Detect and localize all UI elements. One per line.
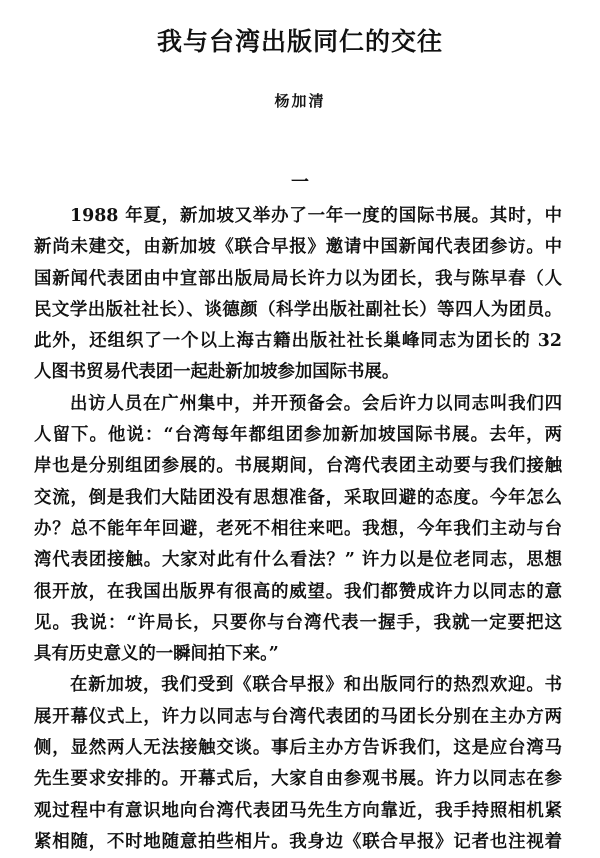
body-line: 国新闻代表团由中宣部出版局局长许力以为团长，我与陈早春（人: [34, 268, 562, 289]
article-title: 我与台湾出版同仁的交往: [156, 27, 443, 56]
body-line: 侧，显然两人无法接触交谈。事后主办方告诉我们，这是应台湾马: [34, 738, 562, 759]
article-author: 杨加清: [274, 92, 326, 110]
body-line: 办？总不能年年回避，老死不相往来吧。我想，今年我们主动与台: [34, 518, 562, 539]
body-line: 交流，倒是我们大陆团没有思想准备，采取回避的态度。今年怎么: [34, 487, 562, 508]
article-body: [34, 201, 562, 858]
body-line: 新尚未建交，由新加坡《联合早报》邀请中国新闻代表团参访。中: [34, 237, 562, 258]
body-line: 此外，还组织了一个以上海古籍出版社社长巢峰同志为团长的 32: [34, 331, 562, 352]
body-line: 具有历史意义的一瞬间拍下来。”: [34, 644, 279, 665]
body-line: 人留下。他说：“台湾每年都组团参加新加坡国际书展。去年，两: [34, 425, 562, 446]
body-line: 先生要求安排的。开幕式后，大家自由参观书展。许力以同志在参: [34, 769, 562, 790]
body-line: 岸也是分别组团参展的。书展期间，台湾代表团主动要与我们接触: [34, 456, 562, 477]
body-line: 民文学出版社社长）、谈德颜（科学出版社副社长）等四人为团员。: [34, 299, 562, 320]
body-line: 出访人员在广州集中，并开预备会。会后许力以同志叫我们四: [70, 393, 562, 414]
body-line: 湾代表团接触。大家对此有什么看法？” 许力以是位老同志，思想: [34, 550, 562, 571]
section-number: 一: [291, 172, 309, 193]
body-line: 在新加坡，我们受到《联合早报》和出版同行的热烈欢迎。书: [70, 675, 562, 696]
body-line: 很开放，在我国出版界有很高的威望。我们都赞成许力以同志的意: [34, 581, 562, 602]
body-line: 观过程中有意识地向台湾代表团马先生方向靠近，我手持照相机紧: [34, 800, 562, 821]
body-line: 紧相随，不时地随意拍些相片。我身边《联合早报》记者也注视着: [34, 831, 562, 852]
body-line: 见。我说：“许局长，只要你与台湾代表一握手，我就一定要把这: [34, 612, 562, 633]
body-line: 人图书贸易代表团一起赴新加坡参加国际书展。: [34, 362, 400, 383]
body-line: 展开幕仪式上，许力以同志与台湾代表团的马团长分别在主办方两: [34, 706, 562, 727]
body-line: 1988 年夏，新加坡又举办了一年一度的国际书展。其时，中: [70, 206, 562, 226]
